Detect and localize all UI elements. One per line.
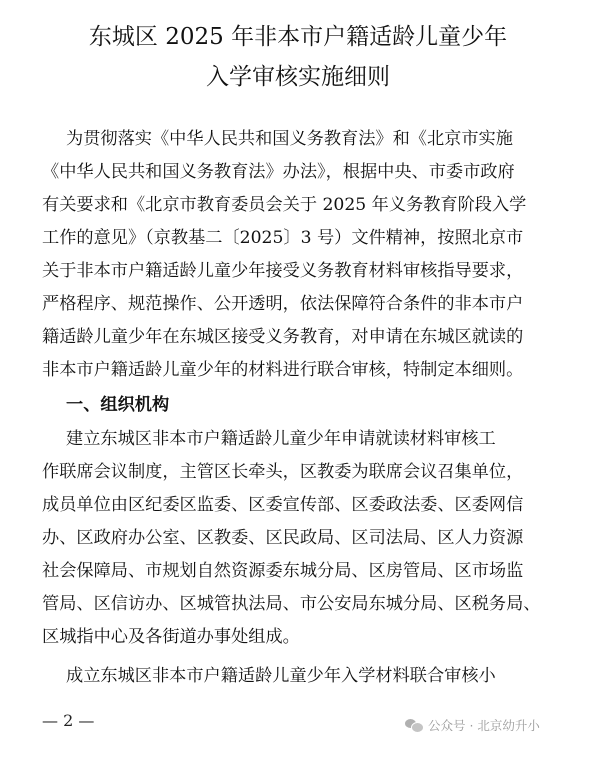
paragraph-line: 为贯彻落实《中华人民共和国义务教育法》和《北京市实施 bbox=[66, 129, 513, 149]
watermark-text: 公众号 · 北京幼升小 bbox=[428, 718, 540, 733]
paragraph-line: 严格程序、规范操作、公开透明，依法保障符合条件的非本市户 bbox=[42, 294, 524, 314]
section-line: 社会保障局、市规划自然资源委东城分局、区房管局、区市场监 bbox=[42, 561, 524, 581]
paragraph-line: 有关要求和《北京市教育委员会关于 2025 年义务教育阶段入学 bbox=[42, 195, 527, 215]
section-line: 作联席会议制度，主管区长牵头，区教委为联席会议召集单位， bbox=[42, 462, 524, 482]
section-line: 管局、区信访办、区城管执法局、市公安局东城分局、区税务局、 bbox=[42, 594, 541, 614]
section-heading: 一、组织机构 bbox=[66, 395, 170, 415]
document-title-line-1: 东城区 2025 年非本市户籍适龄儿童少年 bbox=[88, 24, 508, 50]
paragraph-line: 关于非本市户籍适龄儿童少年接受义务教育材料审核指导要求， bbox=[42, 261, 524, 281]
section-line: 区城指中心及各街道办事处组成。 bbox=[42, 627, 300, 647]
section-line: 办、区政府办公室、区教委、区民政局、区司法局、区人力资源 bbox=[42, 528, 524, 548]
section-line: 建立东城区非本市户籍适龄儿童少年申请就读材料审核工 bbox=[66, 429, 496, 449]
wechat-icon bbox=[405, 718, 423, 732]
section-line: 成员单位由区纪委区监委、区委宣传部、区委政法委、区委网信 bbox=[42, 495, 524, 515]
watermark bbox=[405, 715, 540, 735]
document-title-line-2: 入学审核实施细则 bbox=[206, 64, 390, 90]
page-number: — 2 — bbox=[42, 711, 95, 730]
paragraph-line: 非本市户籍适龄儿童少年的材料进行联合审核，特制定本细则。 bbox=[42, 360, 524, 380]
paragraph-line: 成立东城区非本市户籍适龄儿童少年入学材料联合审核小 bbox=[66, 666, 496, 686]
paragraph-line: 籍适龄儿童少年在东城区接受义务教育，对申请在东城区就读的 bbox=[42, 327, 524, 347]
paragraph-line: 工作的意见》（京教基二〔2025〕3 号）文件精神，按照北京市 bbox=[42, 228, 524, 248]
paragraph-line: 《中华人民共和国义务教育法》办法》，根据中央、市委市政府 bbox=[42, 162, 515, 182]
